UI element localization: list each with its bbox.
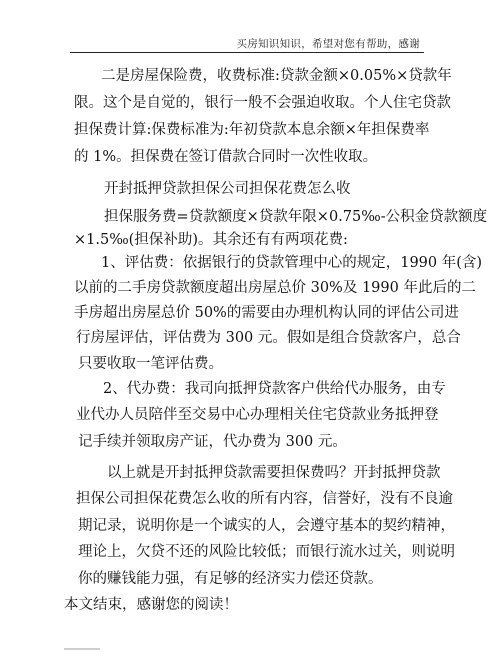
paragraph-line: 的 1%。担保费在签订借款合同时一次性收取。 [74, 149, 378, 165]
closing-line: 本文结束，感谢您的阅读！ [64, 597, 238, 613]
footer-divider [64, 648, 100, 650]
paragraph-line: 限。这个是自觉的，银行一般不会强迫收取。个人住宅贷款 [74, 95, 451, 111]
paragraph-line: 业代办人员陪伴至交易中心办理相关住宅贷款业务抵押登 [76, 407, 439, 423]
paragraph-line: 2、代办费：我司向抵押贷款客户供给代办服务，由专 [103, 381, 446, 397]
paragraph-line: 你的赚钱能力强，有足够的经济实力偿还贷款。 [78, 571, 383, 587]
paragraph-line: 理论上，欠贷不还的风险比较低；而银行流水过关，则说明 [78, 544, 455, 560]
paragraph-line: 担保服务费=贷款额度×贷款年限×0.75‰-公积金贷款额度 [104, 209, 488, 225]
paragraph-line: 以上就是开封抵押贷款需要担保费吗？开封抵押贷款 [107, 465, 441, 481]
paragraph-line: 担保费计算:保费标准为:年初贷款本息余额×年担保费率 [74, 122, 430, 138]
paragraph-line: 只要收取一笔评估费。 [78, 356, 223, 372]
paragraph-line: 记手续并领取房产证，代办费为 300 元。 [78, 434, 347, 450]
paragraph-line: 1、评估费：依据银行的贷款管理中心的规定，1990 年(含) [101, 255, 483, 271]
header-text: 买房知识知识，希望对您有帮助，感谢 [236, 38, 420, 50]
paragraph-line: 手房超出房屋总价 50%的需要由办理机构认同的评估公司进 [74, 305, 459, 321]
paragraph-line: 二是房屋保险费，收费标准:贷款金额×0.05%×贷款年 [101, 68, 452, 84]
paragraph-line: 以前的二手房贷款额度超出房屋总价 30%及 1990 年此后的二 [74, 280, 476, 296]
page-header [70, 30, 424, 53]
paragraph-line: 期记录，说明你是一个诚实的人，会遵守基本的契约精神， [78, 518, 455, 534]
paragraph-line: 行房屋评估，评估费为 300 元。假如是组合贷款客户，总合 [76, 330, 461, 346]
paragraph-line: ×1.5‰(担保补助)。其余还有有两项花费: [74, 232, 348, 248]
paragraph-line: 担保公司担保花费怎么收的所有内容，信誉好，没有不良逾 [76, 491, 453, 507]
section-heading: 开封抵押贷款担保公司担保花费怎么收 [104, 181, 351, 197]
